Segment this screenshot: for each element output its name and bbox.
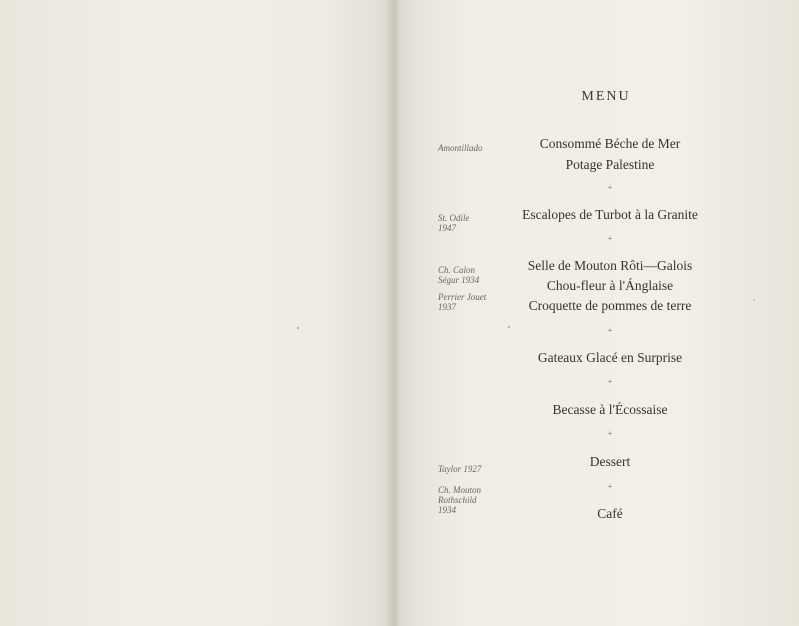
menu-title: MENU <box>581 89 631 104</box>
wine-pairing <box>438 265 508 285</box>
wine-pairing <box>438 292 508 312</box>
course-separator: + <box>607 377 613 386</box>
paper-speck <box>753 299 755 301</box>
wine-line: Ch. Calon <box>438 265 476 275</box>
wine-pairing <box>438 464 508 474</box>
wine-line: Rothschild <box>438 495 477 505</box>
wine-line: 1947 <box>438 223 456 233</box>
course-separator: + <box>607 183 613 192</box>
wine-pairing <box>438 213 508 233</box>
course-separator: + <box>607 482 613 491</box>
dish-item: Potage Palestine <box>565 157 655 172</box>
wine-pairing <box>438 485 508 515</box>
wine-line: St. Odile <box>438 213 470 223</box>
course-separator: + <box>607 326 613 335</box>
dish-item: Becasse à l'Écossaise <box>552 402 668 417</box>
dish-item: Escalopes de Turbot à la Granite <box>522 207 698 222</box>
dish-item: Selle de Mouton Rôti—Galois <box>527 258 693 273</box>
course-separator: + <box>607 429 613 438</box>
wine-line: 1934 <box>438 505 456 515</box>
wine-pairing <box>438 143 508 153</box>
wine-line: Amontillado <box>438 143 483 153</box>
dish-item: Chou-fleur à l'Ánglaise <box>546 278 674 293</box>
dish-item: Café <box>597 506 623 521</box>
paper-speck <box>297 327 299 329</box>
paper-speck <box>508 326 510 328</box>
wine-line: Ségur 1934 <box>438 275 480 285</box>
wine-line: 1937 <box>438 302 456 312</box>
dish-item: Consommé Béche de Mer <box>539 136 681 151</box>
wine-line: Ch. Mouton <box>438 485 482 495</box>
wine-line: Taylor 1927 <box>438 464 482 474</box>
left-page-blank <box>0 0 392 626</box>
dish-item: Dessert <box>589 454 631 469</box>
course-separator: + <box>607 234 613 243</box>
dish-item: Croquette de pommes de terre <box>528 298 692 313</box>
dish-item: Gateaux Glacé en Surprise <box>537 350 683 365</box>
wine-line: Perrier Jouet <box>438 292 487 302</box>
